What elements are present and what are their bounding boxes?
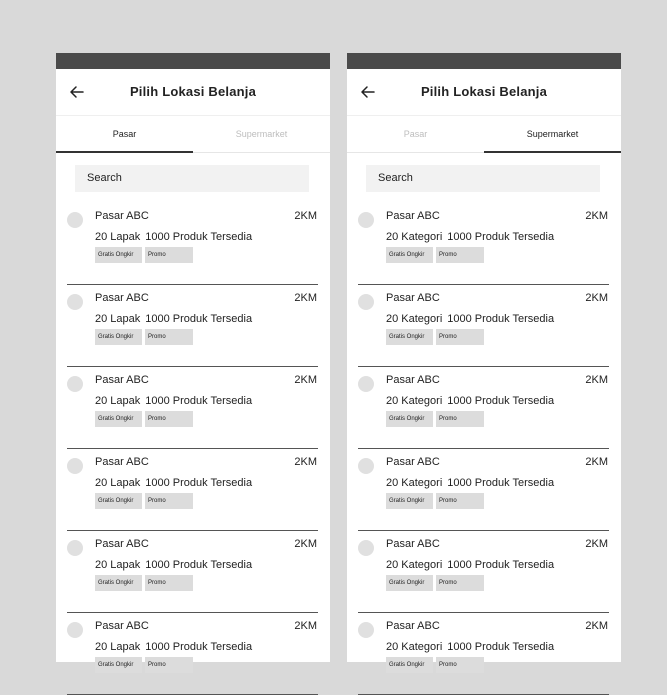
radio-button[interactable]	[358, 622, 374, 638]
store-distance: 2KM	[294, 620, 317, 632]
product-count: 1000 Produk Tersedia	[145, 559, 253, 571]
product-count: 1000 Produk Tersedia	[447, 231, 555, 243]
promo-badge: Promo	[145, 247, 193, 263]
store-name: Pasar ABC	[95, 538, 149, 550]
stall-count: 20 Lapak	[95, 395, 141, 407]
app-bar	[56, 69, 330, 116]
list-item[interactable]	[358, 367, 609, 449]
tab-supermarket[interactable]: Supermarket	[484, 116, 621, 152]
store-name: Pasar ABC	[386, 620, 440, 632]
store-distance: 2KM	[294, 374, 317, 386]
stall-count: 20 Lapak	[95, 231, 141, 243]
store-distance: 2KM	[585, 456, 608, 468]
status-bar	[347, 53, 621, 69]
free-shipping-badge: Gratis Ongkir	[95, 329, 142, 345]
stall-count: 20 Lapak	[95, 477, 141, 489]
product-count: 1000 Produk Tersedia	[145, 395, 253, 407]
list-item[interactable]	[67, 531, 318, 613]
radio-button[interactable]	[67, 540, 83, 556]
search-input[interactable]: Search	[366, 165, 600, 192]
category-count: 20 Kategori	[386, 477, 443, 489]
app-bar	[347, 69, 621, 116]
page-title: Pilih Lokasi Belanja	[129, 84, 257, 99]
store-info	[95, 231, 252, 243]
store-name: Pasar ABC	[95, 620, 149, 632]
screen-pasar	[56, 53, 330, 668]
list-item[interactable]	[358, 531, 609, 613]
store-distance: 2KM	[294, 456, 317, 468]
badge-group	[95, 657, 193, 673]
free-shipping-badge: Gratis Ongkir	[386, 493, 433, 509]
store-name: Pasar ABC	[95, 210, 149, 222]
list-item[interactable]	[358, 613, 609, 695]
free-shipping-badge: Gratis Ongkir	[386, 329, 433, 345]
store-info	[386, 477, 554, 489]
product-count: 1000 Produk Tersedia	[447, 559, 555, 571]
store-list	[56, 203, 330, 695]
promo-badge: Promo	[145, 411, 193, 427]
category-count: 20 Kategori	[386, 559, 443, 571]
badge-group	[386, 657, 484, 673]
list-item[interactable]	[67, 449, 318, 531]
page-title: Pilih Lokasi Belanja	[420, 84, 548, 99]
store-info	[386, 641, 554, 653]
tab-supermarket[interactable]: Supermarket	[235, 129, 288, 139]
tab-bar	[347, 116, 621, 153]
store-distance: 2KM	[294, 292, 317, 304]
category-count: 20 Kategori	[386, 313, 443, 325]
free-shipping-badge: Gratis Ongkir	[95, 493, 142, 509]
promo-badge: Promo	[145, 329, 193, 345]
category-count: 20 Kategori	[386, 641, 443, 653]
category-count: 20 Kategori	[386, 231, 443, 243]
free-shipping-badge: Gratis Ongkir	[95, 575, 142, 591]
tab-pasar[interactable]: Pasar	[56, 116, 193, 152]
status-bar	[56, 53, 330, 69]
badge-group	[386, 411, 484, 427]
radio-button[interactable]	[358, 212, 374, 228]
badge-group	[95, 247, 193, 263]
store-info	[95, 395, 252, 407]
store-list	[347, 203, 621, 695]
list-item[interactable]	[67, 367, 318, 449]
radio-button[interactable]	[358, 294, 374, 310]
screen-supermarket	[347, 53, 621, 668]
product-count: 1000 Produk Tersedia	[145, 313, 253, 325]
promo-badge: Promo	[436, 575, 484, 591]
radio-button[interactable]	[67, 622, 83, 638]
radio-button[interactable]	[358, 376, 374, 392]
free-shipping-badge: Gratis Ongkir	[386, 411, 433, 427]
store-distance: 2KM	[585, 210, 608, 222]
promo-badge: Promo	[436, 657, 484, 673]
badge-group	[95, 575, 193, 591]
store-info	[386, 559, 554, 571]
promo-badge: Promo	[145, 493, 193, 509]
badge-group	[95, 493, 193, 509]
store-name: Pasar ABC	[386, 456, 440, 468]
store-info	[95, 559, 252, 571]
store-distance: 2KM	[294, 210, 317, 222]
store-info	[386, 231, 554, 243]
store-name: Pasar ABC	[95, 456, 149, 468]
stall-count: 20 Lapak	[95, 559, 141, 571]
product-count: 1000 Produk Tersedia	[447, 641, 555, 653]
stall-count: 20 Lapak	[95, 641, 141, 653]
badge-group	[386, 575, 484, 591]
store-name: Pasar ABC	[95, 374, 149, 386]
store-distance: 2KM	[585, 374, 608, 386]
store-distance: 2KM	[585, 538, 608, 550]
promo-badge: Promo	[145, 657, 193, 673]
product-count: 1000 Produk Tersedia	[145, 477, 253, 489]
free-shipping-badge: Gratis Ongkir	[95, 247, 142, 263]
store-name: Pasar ABC	[386, 292, 440, 304]
list-item[interactable]	[358, 449, 609, 531]
store-info	[95, 313, 252, 325]
store-info	[95, 641, 252, 653]
promo-badge: Promo	[145, 575, 193, 591]
free-shipping-badge: Gratis Ongkir	[386, 657, 433, 673]
badge-group	[95, 411, 193, 427]
promo-badge: Promo	[436, 493, 484, 509]
radio-button[interactable]	[358, 540, 374, 556]
store-distance: 2KM	[585, 620, 608, 632]
product-count: 1000 Produk Tersedia	[447, 395, 555, 407]
store-info	[95, 477, 252, 489]
badge-group	[386, 329, 484, 345]
promo-badge: Promo	[436, 247, 484, 263]
free-shipping-badge: Gratis Ongkir	[386, 575, 433, 591]
product-count: 1000 Produk Tersedia	[447, 477, 555, 489]
radio-button[interactable]	[67, 376, 83, 392]
tab-pasar[interactable]: Pasar	[403, 129, 428, 139]
store-name: Pasar ABC	[386, 374, 440, 386]
store-distance: 2KM	[294, 538, 317, 550]
list-item[interactable]	[67, 613, 318, 695]
radio-button[interactable]	[67, 458, 83, 474]
list-item[interactable]	[67, 285, 318, 367]
category-count: 20 Kategori	[386, 395, 443, 407]
product-count: 1000 Produk Tersedia	[447, 313, 555, 325]
tab-bar	[56, 116, 330, 153]
promo-badge: Promo	[436, 329, 484, 345]
badge-group	[95, 329, 193, 345]
radio-button[interactable]	[358, 458, 374, 474]
radio-button[interactable]	[67, 212, 83, 228]
free-shipping-badge: Gratis Ongkir	[95, 657, 142, 673]
product-count: 1000 Produk Tersedia	[145, 641, 253, 653]
store-name: Pasar ABC	[386, 210, 440, 222]
search-input[interactable]: Search	[75, 165, 309, 192]
list-item[interactable]	[67, 203, 318, 285]
free-shipping-badge: Gratis Ongkir	[386, 247, 433, 263]
list-item[interactable]	[358, 203, 609, 285]
badge-group	[386, 247, 484, 263]
store-name: Pasar ABC	[95, 292, 149, 304]
free-shipping-badge: Gratis Ongkir	[95, 411, 142, 427]
store-name: Pasar ABC	[386, 538, 440, 550]
list-item[interactable]	[358, 285, 609, 367]
stall-count: 20 Lapak	[95, 313, 141, 325]
radio-button[interactable]	[67, 294, 83, 310]
store-info	[386, 313, 554, 325]
store-distance: 2KM	[585, 292, 608, 304]
product-count: 1000 Produk Tersedia	[145, 231, 253, 243]
store-info	[386, 395, 554, 407]
promo-badge: Promo	[436, 411, 484, 427]
badge-group	[386, 493, 484, 509]
